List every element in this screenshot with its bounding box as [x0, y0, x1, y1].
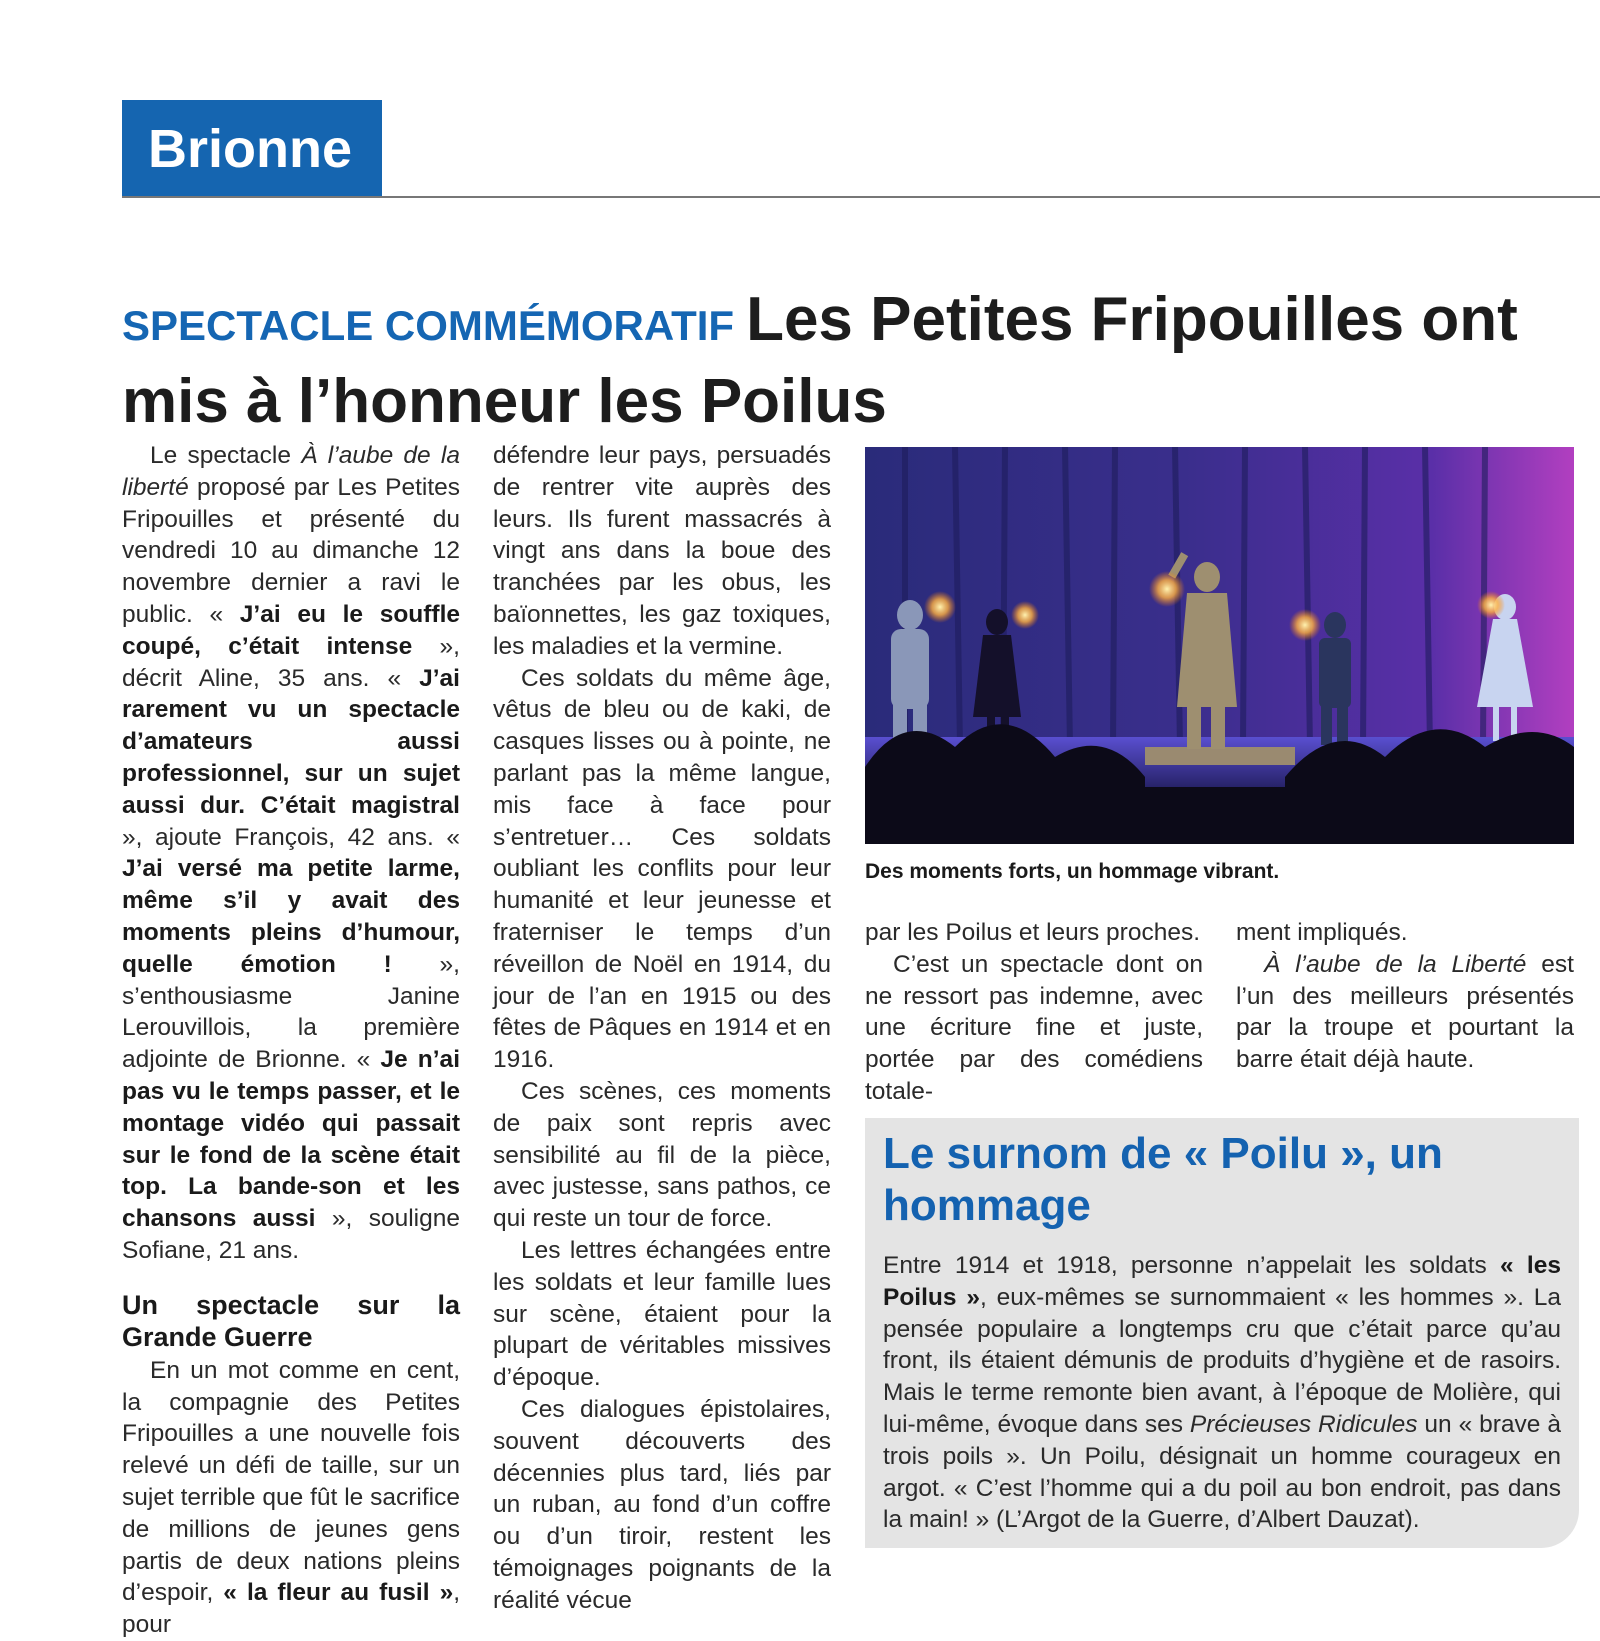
article-subheading: Un spectacle sur la Grande Guerre [122, 1289, 460, 1352]
article-column-3 [865, 917, 1203, 1108]
article-column-2 [493, 440, 831, 1616]
article-paragraph: C’est un spectacle dont on ne ressort pas indemne, avec une écriture fine et juste, portée par des comédiens totale- [865, 950, 1203, 1105]
headline-kicker: SPECTACLE COMMÉMORATIF [122, 302, 735, 349]
article-paragraph: À l’aube de la Liberté est l’un des meilleurs présentés par la troupe et pourtant la barre était déjà haute. [1236, 950, 1574, 1074]
article-paragraph: Ces scènes, ces moments de paix sont repris avec sensibilité au fil de la pièce, avec justesse, sans pathos, ce qui reste un tour de force. [493, 1077, 831, 1233]
stage-photo [865, 447, 1574, 844]
section-rule [122, 196, 1600, 198]
quote: J’ai rarement vu un spectacle d’amateurs aussi professionnel, sur un sujet aussi dur. C’était magistral [122, 664, 460, 819]
sidebar-text: Entre 1914 et 1918, personne n’appelait les soldats « les Poilus », eux-mêmes se surnommaient « les hommes ». La pensée populaire a longtemps cru que c’était parce qu’au front, ils étaient démunis de produits d’hygiène et de rasoirs. Mais le terme remonte bien avant, à l’époque de Molière, qui lui-même, évoque dans ses Précieuses Ridicules un « brave à trois poils ». Un Poilu, désignait un homme courageux en argot. « C’est l’homme qui a du poil au bon endroit, pas dans la main! » (L’Argot de la Guerre, d’Albert Dauzat). [883, 1252, 1562, 1534]
article-column-1 [122, 440, 460, 1641]
article-paragraph: par les Poilus et leurs proches. [865, 919, 1200, 946]
photo-caption: Des moments forts, un hommage vibrant. [865, 860, 1280, 883]
article-paragraph: Les lettres échangées entre les soldats et leur famille lues sur scène, étaient pour la plupart de véritables missives d’époque. [493, 1236, 831, 1392]
sidebar-title: Le surnom de « Poilu », un hommage [883, 1129, 1443, 1230]
quote: J’ai versé ma petite larme, même s’il y avait des moments pleins d’humour, quelle émotion ! [122, 855, 460, 978]
quote: J’ai eu le souffle coupé, c’était intense [122, 600, 461, 660]
section-tag: Brionne [122, 100, 382, 198]
article-paragraph: En un mot comme en cent, la compagnie des Petites Fripouilles a une nouvelle fois relevé un défi de taille, sur un sujet terrible que fût le sacrifice de millions de jeunes gens partis de deux nations pleins d’espoir, « la fleur au fusil », pour [122, 1356, 461, 1639]
article-paragraph: Ces soldats du même âge, vêtus de bleu ou de kaki, de casques lisses ou à pointe, ne parlant pas la même langue, mis face à face pour s’entretuer… Ces soldats oubliant les conflits pour leur humanité et leur jeunesse et fraterniser le temps d’un réveillon de Noël en 1914, du jour de l’an en 1915 ou des fêtes de Pâques en 1914 et en 1916. [493, 664, 831, 1074]
article-paragraph: Le spectacle À l’aube de la liberté proposé par Les Petites Fripouilles et présenté du vendredi 10 au dimanche 12 novembre dernier a ravi le public. « J’ai eu le souffle coupé, c’était intense », décrit Aline, 35 ans. « J’ai rarement vu un spectacle d’amateurs aussi professionnel, sur un sujet aussi dur. C’était magistral », ajoute François, 42 ans. « J’ai versé ma petite larme, même s’il y avait des moments pleins d’humour, quelle émotion ! », s’enthousiasme Janine Lerouvillois, la première adjointe de Brionne. « Je n’ai pas vu le temps passer, et le montage vidéo qui passait sur le fond de la scène était top. La bande-son et les chansons aussi », souligne Sofiane, 21 ans. [122, 442, 461, 1264]
article-paragraph: ment impliqués. [1236, 919, 1408, 946]
article-paragraph: Ces dialogues épistolaires, souvent découverts des décennies plus tard, liés par un ruban, au fond d’un coffre ou d’un tiroir, restent les témoignages poignants de la réalité vécue [493, 1395, 831, 1614]
article-paragraph: défendre leur pays, persuadés de rentrer vite auprès des leurs. Ils furent massacrés à vingt ans dans la boue des tranchées par les obus, les baïonnettes, les gaz toxiques, les maladies et la vermine. [493, 442, 831, 660]
article-headline [122, 282, 1562, 440]
sidebar-box [865, 1118, 1579, 1548]
quote: « la fleur au fusil » [223, 1579, 454, 1607]
article-column-4 [1236, 917, 1574, 1076]
headline-title: Les Petites Fripouilles ont mis à l’honneur les Poilus [122, 285, 1518, 436]
quote: Je n’ai pas vu le temps passer, et le montage vidéo qui passait sur le fond de la scène était top. La bande-son et les chansons aussi [122, 1046, 460, 1233]
